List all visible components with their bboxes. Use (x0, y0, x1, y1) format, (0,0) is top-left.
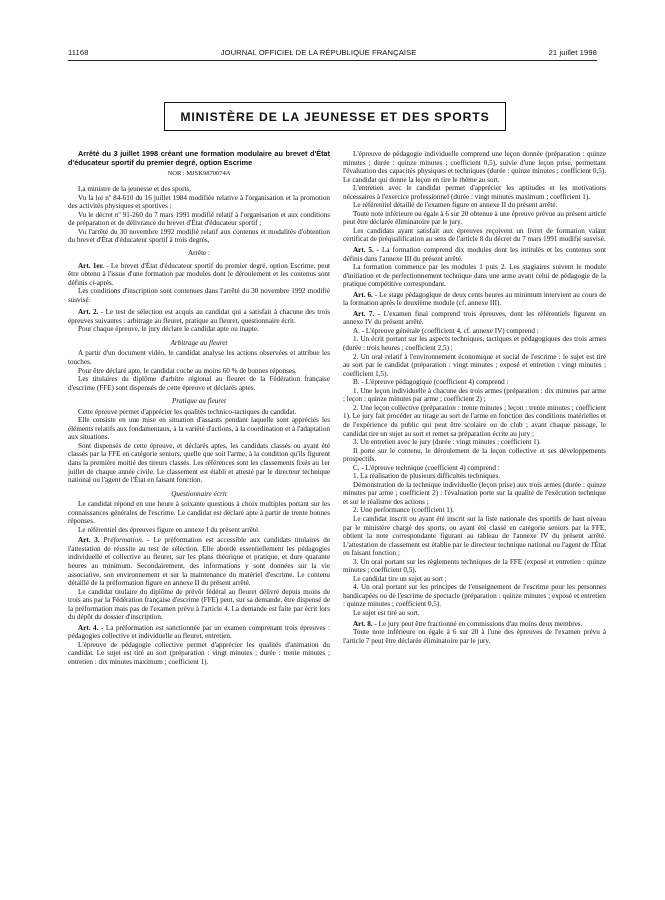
subheading-pratique: Pratique au fleuret (171, 397, 227, 406)
article-3 (68, 536, 330, 587)
article-5-text: - La formation comprend dix modules dont les intitulés et les contenus sont définis dans l'annexe III du présent arrêté. (343, 246, 606, 263)
decree-title: Arrêté du 3 juillet 1998 créant une formation modulaire au brevet d'État d'éducateur sportif du premier degré, option Escrime (68, 149, 330, 167)
article-5-label: Art. 5. (353, 246, 374, 255)
pratique-p3: Sont dispensés de cette épreuve, et déclarés aptes, les candidats classés ou ayant été classés par la FFE en catégorie seniors, quelle que soit l'arme, à la condition qu'ils figurent dans la première moitié des tireurs classés. Les références sont les classements fixés au 1er juillet de chaque année civile. Le classement est établi et attesté par le directeur technique national ou l'agent de l'État en faisant fonction. (68, 441, 330, 485)
article-7-c-item-3: 2. Une performance (coefficient 1). (353, 506, 454, 515)
article-7-c-heading: C. - L'épreuve technique (coefficient 4) comprend : (353, 463, 500, 472)
arrete-label: Arrête : (187, 248, 210, 257)
pratique-p2: Elle consiste en une mise en situation d'assauts pendant laquelle sont appréciés les éléments relatifs aux fondamentaux, à la variété d'actions, à la coordination et à l'adaptation aux situations. (68, 416, 330, 442)
right-p5: Les candidats ayant satisfait aux épreuves reçoivent un livret de formation valant certificat de préqualification au sens de l'article 8 du décret du 7 mars 1991 modifié susvisé. (343, 226, 606, 244)
ministry-heading: MINISTÈRE DE LA JEUNESSE ET DES SPORTS (164, 102, 506, 131)
article-3-text: - Le préformation est accessible aux candidats titulaires de l'attestation de réussite au test de sélection. Elle aborde essentiellement les pédagogies individuelle et collective au fleuret, sur les plans théorique et pratique, et dure quarante heures au minimum. Secondairement, des informations y sont données sur la vie associative, son environnement et sur la maintenance du matériel d'escrime. Le contenu détaillé de la préformation figure en annexe II du présent arrêté. (68, 536, 330, 588)
article-7-c-item-2: Démonstration de la technique individuelle (leçon prise) aux trois armes (durée : quinze minutes par arme ; coefficient 2) : l'évaluation porte sur la qualité de l'exécution technique et sur le réalisme des actions ; (343, 480, 606, 506)
intro-vu-arrete: Vu l'arrêté du 30 novembre 1992 modifié relatif aux contenus et modalités d'obtention du brevet d'État d'éducateur sportif à trois degrés, (68, 227, 330, 245)
article-1-text: - Le brevet d'État d'éducateur sportif du premier degré, option Escrime, peut être obtenu à l'issue d'une formation par modules dont le déroulement et les contenus sont définis ci-après. (68, 261, 330, 287)
article-7-c-item-1: 1. La réalisation de plusieurs difficultés techniques. (353, 472, 501, 481)
article-4 (68, 624, 330, 641)
journal-title: JOURNAL OFFICIEL DE LA RÉPUBLIQUE FRANÇAISE (220, 48, 417, 57)
article-3-p2: Le candidat titulaire du diplôme de prévôt fédéral au fleuret délivré depuis moins de trois ans par la Fédération française d'escrime (FFE) peut, sur sa demande, être dispensé de la préformation mais pas de l'examen prévu à l'article 4. La demande est faite par écrit lors du dépôt du dossier d'inscription. (68, 587, 330, 622)
article-7-c-item-7: 4. Un oral portant sur les principes de l'enseignement de l'escrime pour les personnes handicapées ou de l'escrime de spectacle (préparation : quinze minutes ; exposé et entretien : quinze minutes ; coefficient 0,5). (343, 583, 606, 609)
article-7-c-item-4: Le candidat inscrit ou ayant été inscrit sur la liste nationale des sportifs de haut niveau par le ministère chargé des sports, ou ayant été classé en catégorie seniors par la FFE, obtient la note correspondante figurant au tableau de l'annexe IV du présent arrêté. L'attestation de classement est établie par le directeur technique national ou l'agent de l'État en faisant fonction ; (343, 514, 606, 558)
subheading-questionnaire: Questionnaire écrit (171, 489, 227, 498)
questionnaire-p1: Le candidat répond en une heure à soixante questions à choix multiples portant sur les connaissances générales de l'escrime. Le candidat est déclaré apte à partir de trente bonnes réponses. (68, 500, 330, 526)
article-3-label: Art. 3. (78, 536, 100, 545)
article-1-p2: Les conditions d'inscription sont contenues dans l'arrêté du 30 novembre 1992 modifié susvisé. (68, 287, 330, 304)
article-2 (68, 308, 330, 325)
right-p2: L'entretien avec le candidat permet d'apprécier les aptitudes et les motivations nécessaires à l'exercice professionnel (durée : vingt minutes maximum ; coefficient 1). (343, 184, 606, 201)
article-3-sublabel: Préformation. (103, 536, 144, 545)
article-7-text: - L'examen final comprend trois épreuves, dont les référentiels figurent en annexe IV du présent arrêté. (343, 309, 606, 327)
article-8-text: - Le jury peut être fractionné en commissions d'au moins deux membres. (372, 619, 583, 628)
intro-vu-decret: Vu le décret nº 91-260 du 7 mars 1991 modifié relatif à l'organisation et aux conditions de préparation et de délivrance du brevet d'État d'éducateur sportif ; (68, 210, 330, 228)
article-7-a-heading: A. - L'épreuve générale (coefficient 4, cf. annexe IV) comprend : (353, 326, 539, 335)
left-column (68, 150, 330, 667)
article-5-p2: La formation commence par les modules 1 puis 2. Les stagiaires suivent le module d'initiation et de perfectionnement technique dans une arme avant celui de pédagogie de la pratique compétitive correspondant. (343, 263, 606, 289)
page-header (68, 48, 597, 57)
right-p3: Le référentiel détaillé de l'examen figure en annexe II du présent arrêté. (353, 201, 558, 210)
right-p1: L'épreuve de pédagogie individuelle comprend une leçon donnée (préparation : quinze minutes ; durée : quinze minutes ; coefficient 0,5), suivie d'une leçon prise, permettant l'évaluation des capacités physiques et techniques (durée : quinze minutes ; coefficient 0,5). Le candidat qui donne la leçon en tire le thème au sort. (343, 150, 606, 184)
article-7-c-item-6: Le candidat tire un sujet au sort ; (353, 574, 447, 583)
article-1 (68, 262, 330, 288)
arbitrage-p1: A partir d'un document vidéo, le candidat analyse les actions observées et attribue les touches. (68, 349, 330, 366)
page-number: 11168 (68, 48, 89, 57)
article-6 (343, 291, 606, 308)
article-5 (343, 246, 606, 263)
article-7-b-item-1: 1. Une leçon individuelle à chacune des trois armes (préparation : dix minutes par arme ; leçon : quinze minutes par arme ; coefficient 2) ; (343, 386, 606, 404)
article-4-label: Art. 4. (78, 623, 99, 632)
right-column (343, 150, 606, 645)
header-rule (68, 60, 597, 61)
intro-vu-loi: Vu la loi nº 84-610 du 16 juillet 1984 modifiée relative à l'organisation et la promotion des activités physiques et sportives ; (68, 193, 330, 211)
article-7-b-item-2: 2. Une leçon collective (préparation : trente minutes ; leçon : trente minutes ; coefficient 1). Le jury fait procéder au tirage au sort de l'arme en fonction des conditions matérielles et de l'expérience du public qui peut être scolaire ou de club ; avant chaque passage, le candidat tire un sujet au sort et remet sa préparation écrite au jury ; (343, 403, 606, 438)
pratique-p1: Cette épreuve permet d'apprécier les qualités technico-tactiques du candidat. (78, 407, 297, 416)
article-4-text: - La préformation est sanctionnée par un examen comprenant trois épreuves : pédagogies collective et individuelle au fleuret, entretien. (68, 623, 330, 641)
article-6-label: Art. 6. (353, 290, 373, 299)
intro-minister: La ministre de la jeunesse et des sports, (78, 185, 192, 194)
article-7-c-item-8: Le sujet est tiré au sort. (353, 608, 420, 617)
subheading-arbitrage: Arbitrage au fleuret (170, 338, 228, 347)
right-p4: Toute note inférieure ou égale à 6 sur 20 obtenue à une épreuve prévue au présent article peut être déclarée éliminatoire par le jury. (343, 209, 606, 227)
article-8-label: Art. 8. (353, 619, 373, 628)
article-7-c-item-5: 3. Un oral portant sur les règlements techniques de la FFE (exposé et entretien : quinze minutes ; coefficient 0,5). (343, 557, 606, 575)
arbitrage-p2: Pour être déclaré apte, le candidat coche au moins 60 % de bonnes réponses. (78, 366, 297, 375)
article-1-label: Art. 1er. (78, 261, 104, 270)
article-2-label: Art. 2. (78, 308, 99, 317)
article-7-b-item-4: Il porte sur le contenu, le déroulement de la leçon collective et ses développements prospectifs. (343, 446, 606, 464)
nor-reference: NOR : MJSK9870074A (167, 169, 231, 177)
questionnaire-p2: Le référentiel des épreuves figure en annexe I du présent arrêté. (78, 525, 260, 534)
article-7-a-item-2: 2. Un oral relatif à l'environnement économique et social de l'escrime : le sujet est tiré au sort par le candidat (préparation : vingt minutes ; exposé et entretien : vingt minutes ; coefficient 1,5). (343, 352, 606, 378)
arbitrage-p3: Les titulaires du diplôme d'arbitre régional au fleuret de la Fédération française d'escrime (FFE) sont dispensés de cette épreuve et déclarés aptes. (68, 375, 330, 392)
article-2-text: - Le test de sélection est acquis au candidat qui a satisfait à chacune des trois épreuves suivantes : arbitrage au fleuret, pratique au fleuret, questionnaire écrit. (68, 308, 330, 325)
article-7-a-item-1: 1. Un écrit portant sur les aspects techniques, tactiques et pédagogiques des trois armes (durée : trois heures ; coefficient 2,5) ; (343, 335, 606, 353)
issue-date: 21 juillet 1998 (548, 48, 597, 57)
article-7-label: Art. 7. (353, 309, 375, 318)
article-8 (343, 620, 606, 629)
article-7 (343, 310, 606, 327)
article-8-p2: Toute note inférieure ou égale à 6 sur 20 à l'une des épreuves de l'examen prévu à l'article 7 peut être déclarée éliminatoire par le jury. (343, 628, 606, 645)
article-6-text: - Le stage pédagogique de deux cents heures au minimum intervient au cours de la formation après le deuxième module (cf. annexe III). (343, 290, 606, 308)
article-4-p2: L'épreuve de pédagogie collective permet d'apprécier les qualités d'animation du candidat. Le sujet est tiré au sort (préparation : vingt minutes ; durée : trente minutes ; entretien : dix minutes maximum ; coefficient 1). (68, 640, 330, 667)
article-7-b-heading: B. - L'épreuve pédagogique (coefficient 4) comprend : (353, 378, 509, 387)
article-2-p2: Pour chaque épreuve, le jury déclare le candidat apte ou inapte. (78, 325, 259, 334)
article-7-b-item-3: 3. Un entretien avec le jury (durée : vingt minutes ; coefficient 1). (353, 438, 541, 447)
